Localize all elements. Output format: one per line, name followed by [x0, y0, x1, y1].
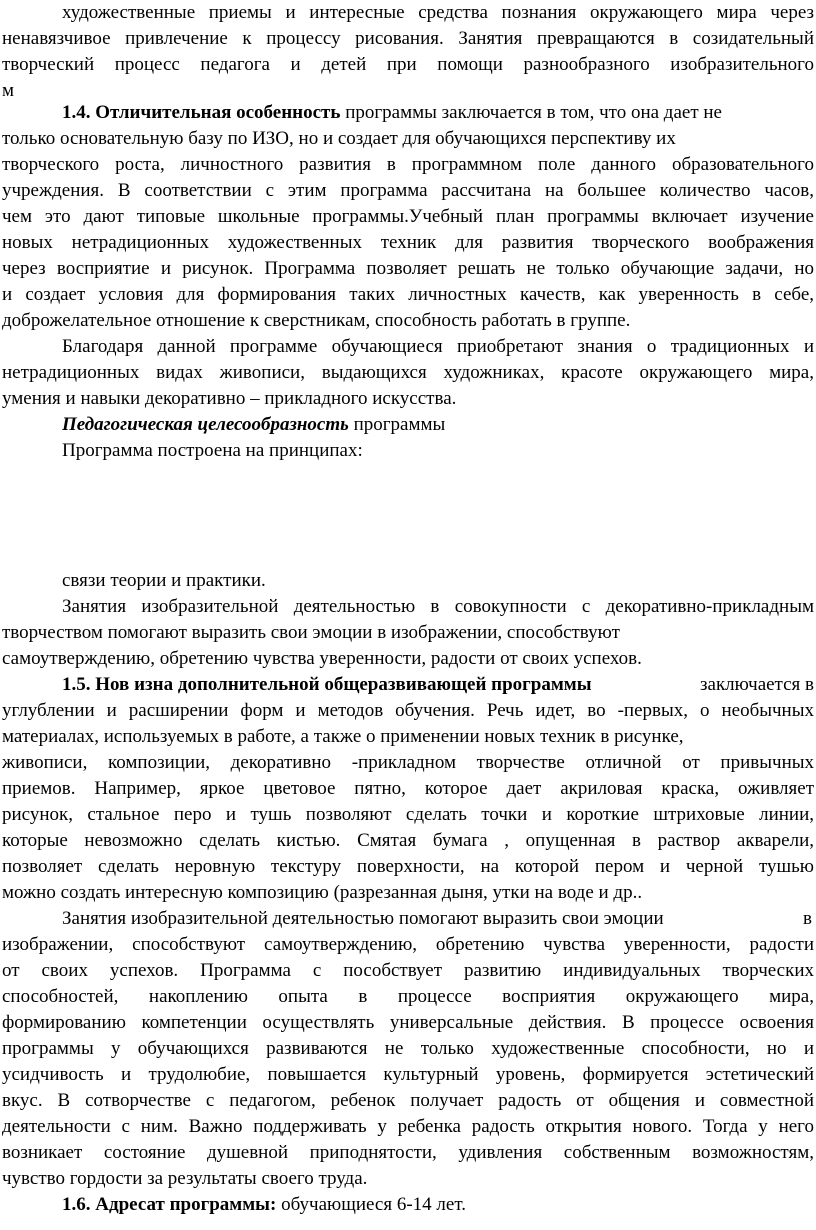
pedagogical-heading — [62, 412, 814, 438]
text-line: творчеством помогают выразить свои эмоции в изображении, способствуют — [2, 622, 620, 643]
text-line: творческий процесс педагога и детей при помощи разнообразного изобразительного — [2, 54, 814, 75]
text-line: художественные приемы и интересные средства познания окружающего мира через — [62, 2, 814, 23]
text-line: деятельности с ним. Важно поддерживать у ребенка радость открытия нового. Тогда у него — [2, 1116, 814, 1137]
text-line: только основательную базу по ИЗО, но и создает для обучающихся перспективу их — [2, 128, 676, 149]
text-line: приемов. Например, яркое цветовое пятно, которое дает акриловая краска, оживляет — [2, 778, 814, 799]
text-line: через восприятие и рисунок. Программа позволяет решать не только обучающие задачи, но — [2, 258, 814, 279]
section-1-4-heading — [62, 100, 814, 126]
text-line: материалах, используемых в работе, а также о применении новых техник в рисунке, — [2, 726, 684, 747]
text-line: которые невозможно сделать кистью. Смятая бумага , опущенная в раствор акварели, — [2, 830, 814, 851]
text-line: усидчивость и трудолюбие, повышается культурный уровень, формируется эстетический — [2, 1064, 814, 1085]
text-line: учреждения. В соответствии с этим программа рассчитана на большее количество часов, — [2, 180, 814, 201]
section-1-4-text: программы заключается в том, что она дает не — [340, 102, 722, 123]
text-line: программы у обучающихся развиваются не только художественные способности, но и — [2, 1038, 814, 1059]
text-line: Благодаря данной программе обучающиеся приобретают знания о традиционных и — [62, 336, 814, 357]
text-line: формированию компетенции осуществлять универсальные действия. В процессе освоения — [2, 1012, 814, 1033]
text-line: от своих успехов. Программа с пособствует развитию индивидуальных творческих — [2, 960, 814, 981]
text-line: самоутверждению, обретению чувства уверенности, радости от своих успехов. — [2, 648, 642, 669]
text-line — [62, 906, 814, 932]
principles-intro: Программа построена на принципах: — [62, 440, 363, 461]
text-span: Занятия изобразительной деятельностью помогают выразить свои эмоции — [62, 908, 664, 929]
text-line: доброжелательное отношение к сверстникам, способность работать в группе. — [2, 310, 631, 331]
text-line: рисунок, стальное перо и тушь позволяют сделать точки и короткие штриховые линии, — [2, 804, 814, 825]
text-line: умения и навыки декоративно – прикладного искусства. — [2, 388, 457, 409]
pedagogical-title: Педагогическая целесообразность — [62, 414, 349, 435]
section-1-5-title: 1.5. Нов изна дополнительной общеразвивающей программы — [62, 674, 592, 695]
section-1-6-heading — [62, 1192, 814, 1218]
section-1-5-text: заключается в — [700, 674, 814, 695]
text-line: чем это дают типовые школьные программы.Учебный план программы включает изучение — [2, 206, 814, 227]
section-1-6-text: обучающиеся 6-14 лет. — [276, 1194, 466, 1215]
text-line: позволяет сделать неровную текстуру поверхности, на которой пером и черной тушью — [2, 856, 814, 877]
text-span: в — [803, 908, 812, 929]
text-line: нетрадиционных видах живописи, выдающихся художниках, красоте окружающего мира, — [2, 362, 814, 383]
text-line: чувство гордости за результаты своего труда. — [2, 1168, 368, 1189]
text-line: творческого роста, личностного развития в программном поле данного образовательного — [2, 154, 814, 175]
list-item-last: связи теории и практики. — [62, 570, 266, 591]
text-line: можно создать интересную композицию (разрезанная дыня, утки на воде и др.. — [2, 882, 643, 903]
text-line: м — [2, 80, 15, 101]
text-line: новых нетрадиционных художественных техник для развития творческого воображения — [2, 232, 814, 253]
text-line: вкус. В сотворчестве с педагогом, ребенок получает радость от общения и совместной — [2, 1090, 814, 1111]
text-line: ненавязчивое привлечение к процессу рисования. Занятия превращаются в созидательный — [2, 28, 814, 49]
section-1-6-title: 1.6. Адресат программы: — [62, 1194, 277, 1215]
text-line: живописи, композиции, декоративно -прикладном творчестве отличной от привычных — [2, 752, 814, 773]
text-line: Занятия изобразительной деятельностью в совокупности с декоративно-прикладным — [62, 596, 814, 617]
text-line: способностей, накоплению опыта в процессе восприятия окружающего мира, — [2, 986, 814, 1007]
section-1-5-heading — [62, 672, 814, 698]
text-line: и создает условия для формирования таких личностных качеств, как уверенность в себе, — [2, 284, 814, 305]
text-line: изображении, способствуют самоутверждению, обретению чувства уверенности, радости — [2, 934, 814, 955]
pedagogical-text: программы — [348, 414, 446, 435]
section-1-4-title: 1.4. Отличительная особенность — [62, 102, 341, 123]
text-line: углублении и расширении форм и методов обучения. Речь идет, во -первых, о необычных — [2, 700, 814, 721]
text-line: возникает состояние душевной приподнятости, удивления собственным возможностям, — [2, 1142, 814, 1163]
